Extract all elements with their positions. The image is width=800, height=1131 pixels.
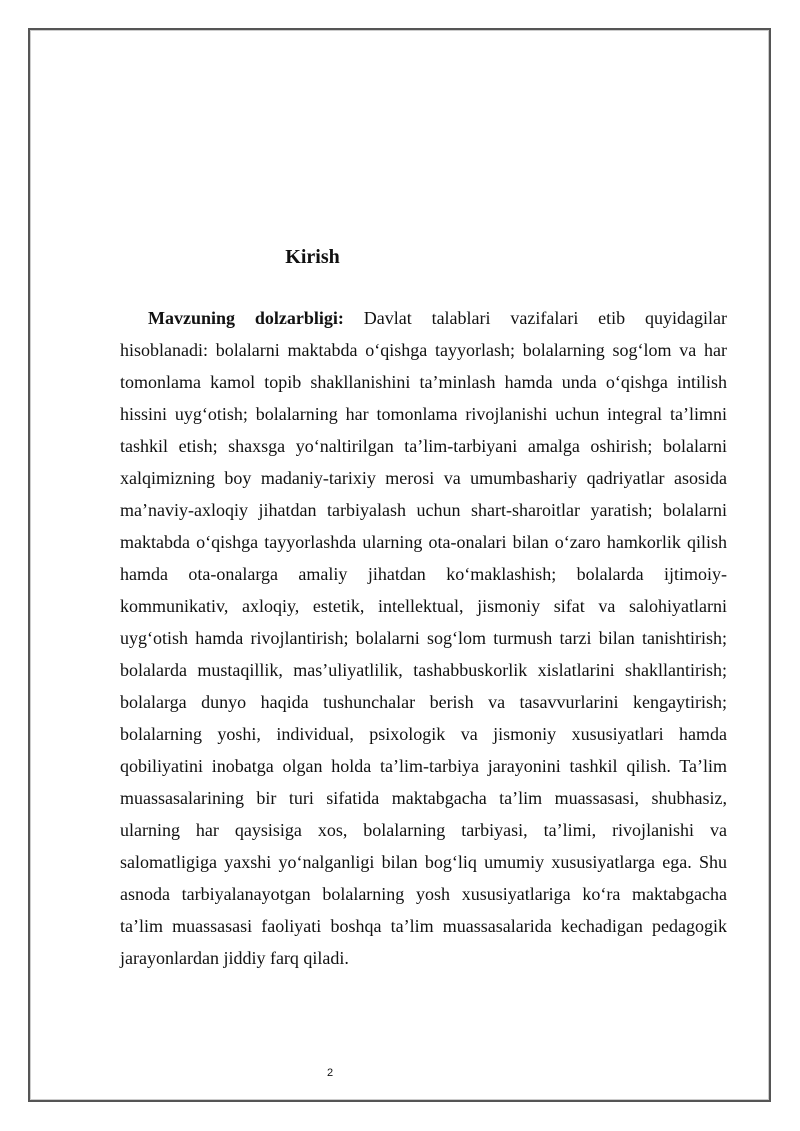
paragraph-text: Davlat talablari vazifalari etib quyidagilar hisoblanadi: bolalarni maktabda o‘qishga tayyorlash; bolalarning sog‘lom va har tomonlama kamol topib shakllanishini ta’minlash hamda unda o‘qishga intilish hissini uyg‘otish; bolalarning har tomonlama rivojlanishi uchun integral ta’limni tashkil etish; shaxsga yo‘naltirilgan ta’lim-tarbiyani amalga oshirish; bolalarni xalqimizning boy madaniy-tarixiy merosi va umumbashariy qadriyatlar asosida ma’naviy-axloqiy jihatdan tarbiyalash uchun shart-sharoitlar yaratish; bolalarni maktabda o‘qishga tayyorlashda ularning ota-onalari bilan o‘zaro hamkorlik qilish hamda ota-onalarga amaliy jihatdan ko‘maklashish; bolalarda ijtimoiy-kommunikativ, axloqiy, estetik, intellektual, jismoniy sifat va salohiyatlarni uyg‘otish hamda rivojlantirish; bolalarni sog‘lom turmush tarzi bilan tanishtirish; bolalarda mustaqillik, mas’uliyatlilik, tashabbuskorlik xislatlarini shakllantirish; bolalarga dunyo haqida tushunchalar berish va tasavvurlarini kengaytirish; bolalarning yoshi, individual, psixologik va jismoniy xususiyatlari hamda qobiliyatini inobatga olgan holda ta’lim-tarbiya jarayonini tashkil qilish. Ta’lim muassasalarining bir turi sifatida maktabgacha ta’lim muassasasi, shubhasiz, ularning har qaysisiga xos, bolalarning tarbiyasi, ta’limi, rivojlanishi va salomatligiga yaxshi yo‘nalganligi bilan bog‘liq umumiy xususiyatlarga ega. Shu asnoda tarbiyalanayotgan bolalarning yosh xususiyatlariga ko‘ra maktabgacha ta’lim muassasasi faoliyati boshqa ta’lim muassasalarida kechadigan pedagogik jarayonlardan jiddiy farq qiladi. [120, 308, 728, 968]
page-number: 2 [326, 1067, 334, 1079]
section-heading: Kirish [285, 246, 340, 268]
body-paragraph [120, 302, 727, 974]
paragraph-lead: Mavzuning dolzarbligi: [148, 308, 344, 328]
